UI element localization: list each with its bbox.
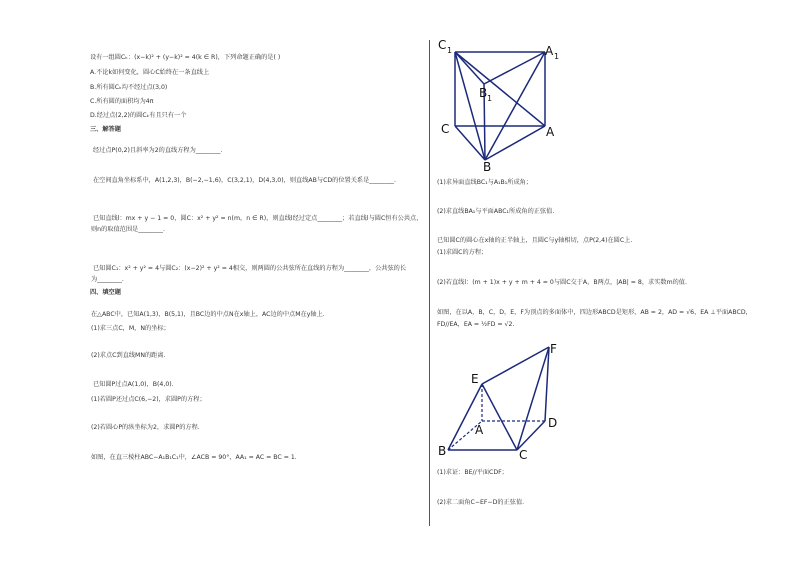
label-D: D	[548, 416, 558, 430]
question-10-line2: FD//EA，EA = ½FD = √2.	[437, 321, 515, 328]
question-9-part1: (1)求圆C的方程；	[437, 249, 488, 256]
question-6-part1: (1)求三点C，M，N的坐标；	[91, 325, 170, 332]
label-C1: C	[438, 38, 447, 52]
polyhedron-figure	[434, 338, 564, 462]
question-8-part1: (1)求异面直线BC₁与A₁B₁所成角；	[437, 179, 533, 186]
question-4-line2: 则n的取值范围是________.	[91, 226, 165, 233]
label-A-poly: A	[475, 423, 484, 437]
question-10-part1: (1)求证：BE//平面CDF；	[437, 469, 508, 476]
section-3-heading: 三、解答题	[90, 126, 121, 133]
question-6-stem: 在△ABC中，已知A(1,3)，B(5,1)，且BC边的中点N在x轴上，AC边的中点M在y轴上.	[91, 311, 325, 318]
question-7-part1: (1)若圆P还过点C(6,−2)，求圆P的方程；	[91, 396, 206, 403]
label-B: B	[483, 160, 492, 174]
label-C: C	[441, 122, 450, 136]
column-divider	[429, 40, 430, 526]
section-4-heading: 四、填空题	[90, 289, 121, 296]
label-E: E	[471, 372, 479, 386]
question-10-line1: 如图，在以A，B，C，D，E，F为顶点的多面体中，四边形ABCD是矩形，AB = 2，AD = √6，EA ⊥平面ABCD，	[437, 309, 752, 316]
label-A1: A	[545, 44, 554, 58]
q1-option-d: D.经过点(2,2)的圆Cₖ有且只有一个	[90, 112, 187, 119]
q1-option-c: C.所有圆的面积均为4π	[90, 98, 154, 105]
q1-option-a: A.不论k如何变化，圆心C始终在一条直线上	[90, 69, 210, 76]
question-3: 在空间直角坐标系中，A(1,2,3)，B(−2,−1,6)，C(3,2,1)，D(4,3,0)，则直线AB与CD的位置关系是________.	[93, 177, 396, 184]
question-5-line2: 为________.	[91, 276, 124, 283]
prism-figure	[436, 34, 566, 174]
label-A: A	[546, 125, 555, 139]
question-2: 经过点P(0,2)且斜率为2的直线方程为________.	[93, 147, 223, 154]
question-8-stem: 如图，在直三棱柱ABC−A₁B₁C₁中，∠ACB = 90°，AA₁ = AC = BC = 1.	[91, 454, 297, 461]
question-9-stem: 已知圆C的圆心在x轴的正半轴上，且圆C与y轴相切，点P(2,4)在圆C上.	[437, 237, 633, 244]
label-A1-sub: 1	[554, 52, 560, 61]
label-B1-sub: 1	[487, 94, 493, 103]
question-7-stem: 已知圆P过点A(1,0)，B(4,0).	[93, 381, 174, 388]
label-B1: B	[479, 86, 488, 100]
label-F: F	[550, 342, 557, 356]
question-7-part2: (2)若圆心P的纵坐标为2，求圆P的方程.	[91, 424, 200, 431]
question-4-line1: 已知直线l：mx + y − 1 = 0，圆C：x² + y² = n(m，n ∈ R)，则直线l经过定点________；若直线l与圆C恒有公共点，	[93, 215, 423, 222]
question-10-part2: (2)求二面角C−EF−D的正弦值.	[437, 499, 525, 506]
label-C-poly: C	[519, 448, 528, 462]
q1-option-b: B.所有圆Cₖ均不经过点(3,0)	[90, 84, 168, 91]
question-9-part2: (2)若直线l：(m + 1)x + y + m + 4 = 0与圆C交于A，B两点，|AB| = 8，求实数m的值.	[437, 279, 687, 286]
question-5-line1: 已知圆C₁：x² + y² = 4与圆C₂：(x−2)² + y² = 4相交，则两圆的公共弦所在直线的方程为________，公共弦的长	[93, 265, 407, 272]
label-B-poly: B	[438, 444, 447, 458]
label-C1-sub: 1	[447, 46, 453, 55]
question-6-part2: (2)求点C到直线MN的距离.	[91, 352, 166, 359]
q1-stem: 设有一组圆Cₖ：(x−k)² + (y−k)² = 4(k ∈ R)，下列命题正确的是( )	[90, 54, 281, 61]
question-8-part2: (2)求直线BA₁与平面ABC₁所成角的正弦值.	[437, 208, 555, 215]
